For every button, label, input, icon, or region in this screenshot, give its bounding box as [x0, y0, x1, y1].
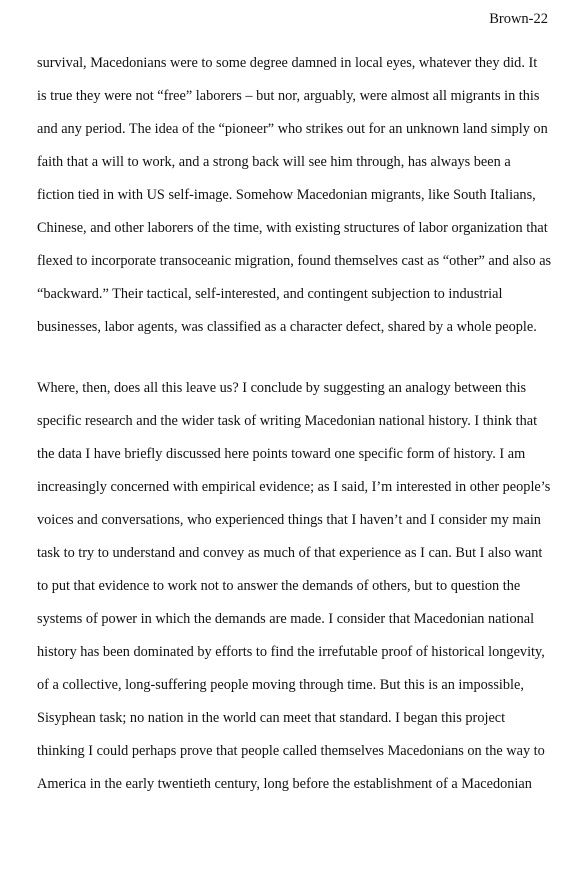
text-line: to put that evidence to work not to answer the demands of others, but to question the [37, 578, 521, 594]
running-head: Brown-22 [489, 11, 548, 27]
text-line: of a collective, long-suffering people moving through time. But this is an impossible, [37, 677, 524, 693]
text-line: and any period. The idea of the “pioneer” who strikes out for an unknown land simply on [37, 121, 548, 137]
text-line: faith that a will to work, and a strong back will see him through, has always been a [37, 154, 511, 170]
text-line: voices and conversations, who experienced things that I haven’t and I consider my main [37, 512, 541, 528]
text-line: “backward.” Their tactical, self-interested, and contingent subjection to industrial [37, 286, 503, 302]
text-line: is true they were not “free” laborers – but nor, arguably, were almost all migrants in this [37, 88, 540, 104]
text-line: history has been dominated by efforts to find the irrefutable proof of historical longevity, [37, 644, 545, 660]
text-line: specific research and the wider task of writing Macedonian national history. I think that [37, 413, 538, 429]
text-line: Sisyphean task; no nation in the world can meet that standard. I began this project [37, 710, 506, 726]
text-line: Chinese, and other laborers of the time, with existing structures of labor organization that [37, 220, 548, 236]
text-line: thinking I could perhaps prove that people called themselves Macedonians on the way to [37, 743, 545, 759]
text-line: America in the early twentieth century, long before the establishment of a Macedonian [37, 776, 532, 792]
text-line: systems of power in which the demands are made. I consider that Macedonian national [37, 611, 535, 627]
text-line: survival, Macedonians were to some degree damned in local eyes, whatever they did. It [37, 55, 538, 71]
text-line: Where, then, does all this leave us? I conclude by suggesting an analogy between this [37, 380, 527, 396]
text-line: flexed to incorporate transoceanic migration, found themselves cast as “other” and also as [37, 253, 552, 269]
text-line: the data I have briefly discussed here points toward one specific form of history. I am [37, 446, 526, 462]
text-line: fiction tied in with US self-image. Somehow Macedonian migrants, like South Italians, [37, 187, 536, 203]
text-line: task to try to understand and convey as much of that experience as I can. But I also want [37, 545, 543, 561]
text-line: increasingly concerned with empirical evidence; as I said, I’m interested in other people’s [37, 479, 551, 495]
text-line: businesses, labor agents, was classified as a character defect, shared by a whole people. [37, 319, 537, 335]
